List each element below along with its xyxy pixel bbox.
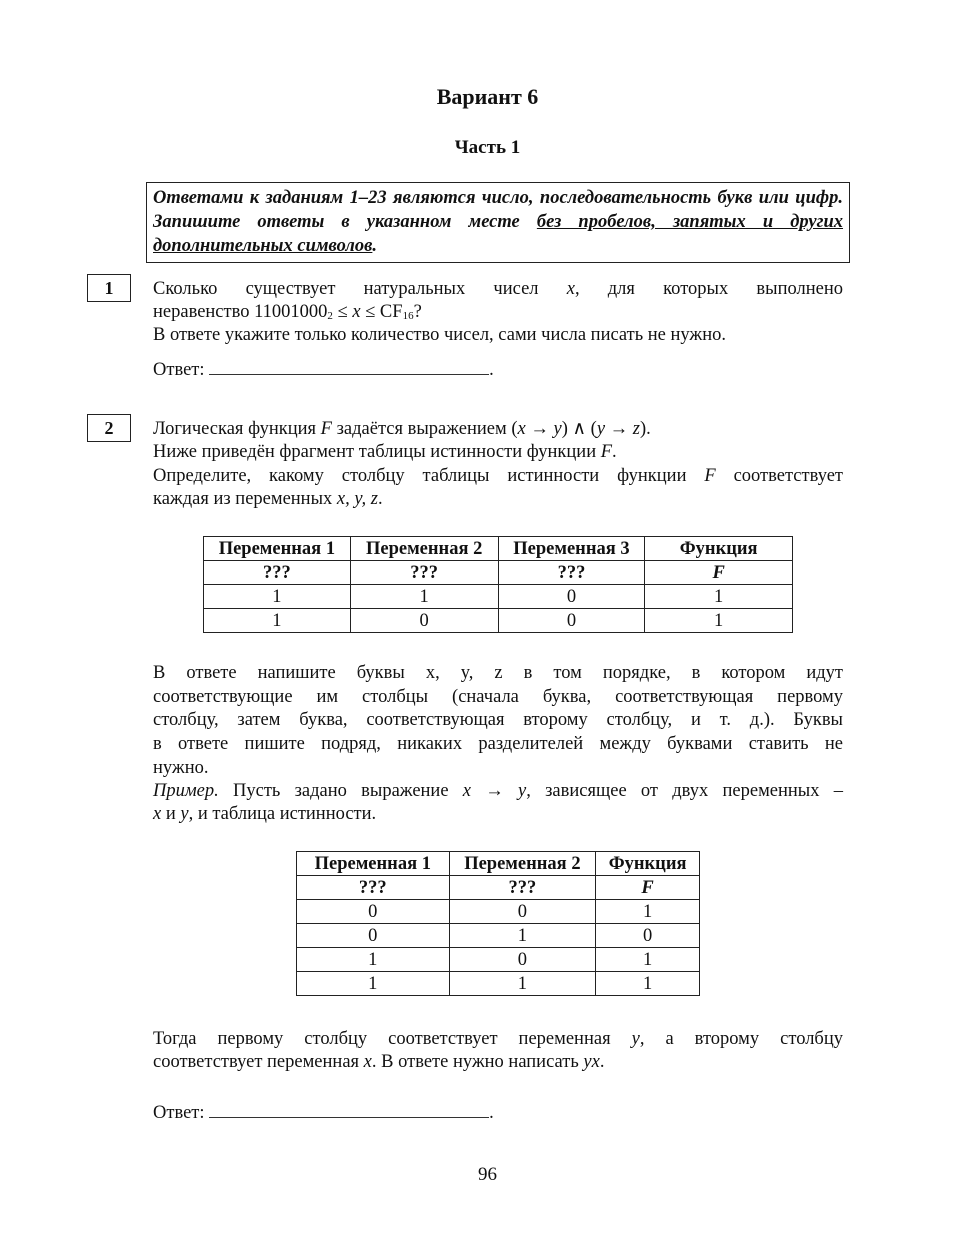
table-header-row (204, 537, 793, 561)
task-number-1: 1 (87, 274, 131, 302)
table-cell: 1 (596, 900, 700, 924)
task2-para-line-2: соответствующие им столбцы (сначала буква, соответствующая первому (153, 687, 843, 707)
task2-p3-a: Определите, какому столбцу таблицы истинности функции (153, 466, 705, 486)
task2-expr1: x → y (517, 419, 562, 439)
instructions-main: Ответами к заданиям 1–23 являются число, последовательность букв или цифр. Запишите ответы в указанном месте (153, 188, 843, 232)
concl2-b: . В ответе нужно написать (371, 1052, 584, 1072)
task2-para-line-1: В ответе напишите буквы x, y, z в том порядке, в котором идут (153, 663, 843, 683)
task2-conclusion-line1 (153, 1028, 843, 1052)
truth-table-1 (203, 536, 793, 633)
table-row (297, 900, 700, 924)
task2-p1-d: ). (639, 419, 651, 439)
concl-y: y (631, 1029, 640, 1049)
task2-example-line1 (153, 780, 843, 804)
task2-para-line-3: столбцу, затем буква, соответствующая второму столбцу, и т. д.). Буквы (153, 710, 843, 730)
task2-example-line2 (153, 803, 843, 827)
table-cell: 1 (596, 948, 700, 972)
task2-para-line-4: в ответе пишите подряд, никаких разделителей между буквами ставить не (153, 734, 843, 754)
table-header-cell: Переменная 1 (204, 537, 351, 561)
table-cell: 1 (297, 972, 450, 996)
task2-p2-F: F (600, 442, 613, 462)
task2-p1-a: Логическая функция (153, 419, 321, 439)
table-header-cell: Переменная 2 (350, 537, 498, 561)
concl2-yx: yx (583, 1052, 600, 1072)
page-title: Вариант 6 (436, 84, 539, 109)
task1-sub-16: 16 (402, 310, 414, 322)
task1-line2-d: ? (413, 302, 422, 322)
answer-end: . (489, 360, 494, 380)
truth-table-2 (296, 851, 700, 996)
table-row (297, 972, 700, 996)
table-subheader-cell: ??? (204, 561, 351, 585)
table-cell: 1 (204, 585, 351, 609)
concl-a: Тогда первому столбцу соответствует переменная (153, 1029, 632, 1049)
table-subheader-cell: ??? (350, 561, 498, 585)
instructions-box (146, 182, 850, 263)
example-label: Пример. (153, 781, 219, 801)
task1-line2-a: неравенство 11001000 (153, 302, 328, 322)
example-a: Пусть задано выражение (218, 781, 463, 801)
example-x: x (153, 804, 162, 824)
table-header-cell: Переменная 3 (498, 537, 645, 561)
task1-answer-field[interactable] (209, 356, 489, 375)
task2-answer-field[interactable] (209, 1099, 489, 1118)
table-cell: 0 (498, 609, 645, 633)
task2-expr2: y → z (596, 419, 640, 439)
table-cell: 0 (297, 924, 450, 948)
task2-answer-line (153, 1099, 843, 1126)
task2-p4-a: каждая из переменных (153, 489, 337, 509)
task1-line3: В ответе укажите только количество чисел, сами числа писать не нужно. (153, 325, 726, 345)
task2-p4-b: . (378, 489, 383, 509)
task2-p4 (153, 488, 843, 512)
table-header-row (297, 852, 700, 876)
table-cell: 0 (297, 900, 450, 924)
table-row (204, 585, 793, 609)
table-cell: 0 (498, 585, 645, 609)
table-cell: 0 (596, 924, 700, 948)
table-cell: 1 (204, 609, 351, 633)
task1-line1-b: , для которых выполнено (574, 279, 843, 299)
task1-line1-a: Сколько существует натуральных чисел (153, 279, 567, 299)
concl2-c: . (599, 1052, 605, 1072)
table-cell: 1 (645, 609, 793, 633)
task2-p1-F: F (320, 419, 332, 439)
table-cell: 1 (596, 972, 700, 996)
example-line2-b: , и таблица истинности. (188, 804, 377, 824)
task2-p2 (153, 441, 843, 465)
task2-p4-vars: x, y, z (336, 489, 378, 509)
task1-line2-c: ≤ CF (360, 302, 403, 322)
table-cell: 0 (350, 609, 498, 633)
part-heading: Часть 1 (454, 137, 521, 158)
table-subheader-row (297, 876, 700, 900)
task2-p1-b: задаётся выражением ( (331, 419, 518, 439)
task1-var-x: x (566, 279, 575, 299)
task2-p1-c: ) ∧ ( (561, 419, 597, 439)
table-header-cell: Функция (645, 537, 793, 561)
answer-end: . (489, 1103, 494, 1123)
concl2-a: соответствует переменная (153, 1052, 364, 1072)
task2-p3-b: соответствует (715, 466, 843, 486)
task1-answer-line (153, 356, 843, 383)
table-row (297, 924, 700, 948)
task2-para-line-5: нужно. (153, 758, 209, 778)
task1-line2-b: ≤ (332, 302, 353, 322)
task1-sub-2: 2 (327, 310, 333, 322)
task2-p3-F: F (704, 466, 716, 486)
task2-p1 (153, 418, 843, 442)
task2-p2-a: Ниже приведён фрагмент таблицы истинности функции (153, 442, 601, 462)
table-cell: 0 (449, 900, 596, 924)
task2-conclusion-line2 (153, 1051, 843, 1075)
instructions-underlined: без пробелов, запятых и других дополнительных символов (153, 212, 844, 256)
table-row (204, 609, 793, 633)
concl2-x: x (363, 1052, 372, 1072)
table-cell: 1 (645, 585, 793, 609)
table-cell: 1 (350, 585, 498, 609)
table-subheader-cell: ??? (498, 561, 645, 585)
table-subheader-cell: ??? (297, 876, 450, 900)
table-cell: 1 (449, 924, 596, 948)
table-header-cell: Переменная 2 (449, 852, 596, 876)
instructions-end: . (372, 236, 378, 256)
table-subheader-cell: F (645, 561, 793, 585)
table-header-cell: Переменная 1 (297, 852, 450, 876)
example-line2-a: и (161, 804, 181, 824)
table-row (297, 948, 700, 972)
concl-b: , а второму столбцу (639, 1029, 843, 1049)
table-subheader-row (204, 561, 793, 585)
task1-line2-var: x (352, 302, 361, 322)
table-header-cell: Функция (596, 852, 700, 876)
task2-p3 (153, 465, 843, 489)
task-number-2: 2 (87, 414, 131, 442)
table-cell: 1 (297, 948, 450, 972)
table-subheader-cell: ??? (449, 876, 596, 900)
table-cell: 0 (449, 948, 596, 972)
task1-line1 (153, 278, 843, 302)
table-cell: 1 (449, 972, 596, 996)
table-subheader-cell: F (596, 876, 700, 900)
example-y: y (180, 804, 189, 824)
answer-label: Ответ: (153, 360, 210, 380)
page-number: 96 (478, 1164, 497, 1185)
example-b: , зависящее от двух переменных – (526, 781, 843, 801)
example-expr: x → y (462, 781, 527, 801)
task2-p2-b: . (612, 442, 617, 462)
answer-label: Ответ: (153, 1103, 210, 1123)
